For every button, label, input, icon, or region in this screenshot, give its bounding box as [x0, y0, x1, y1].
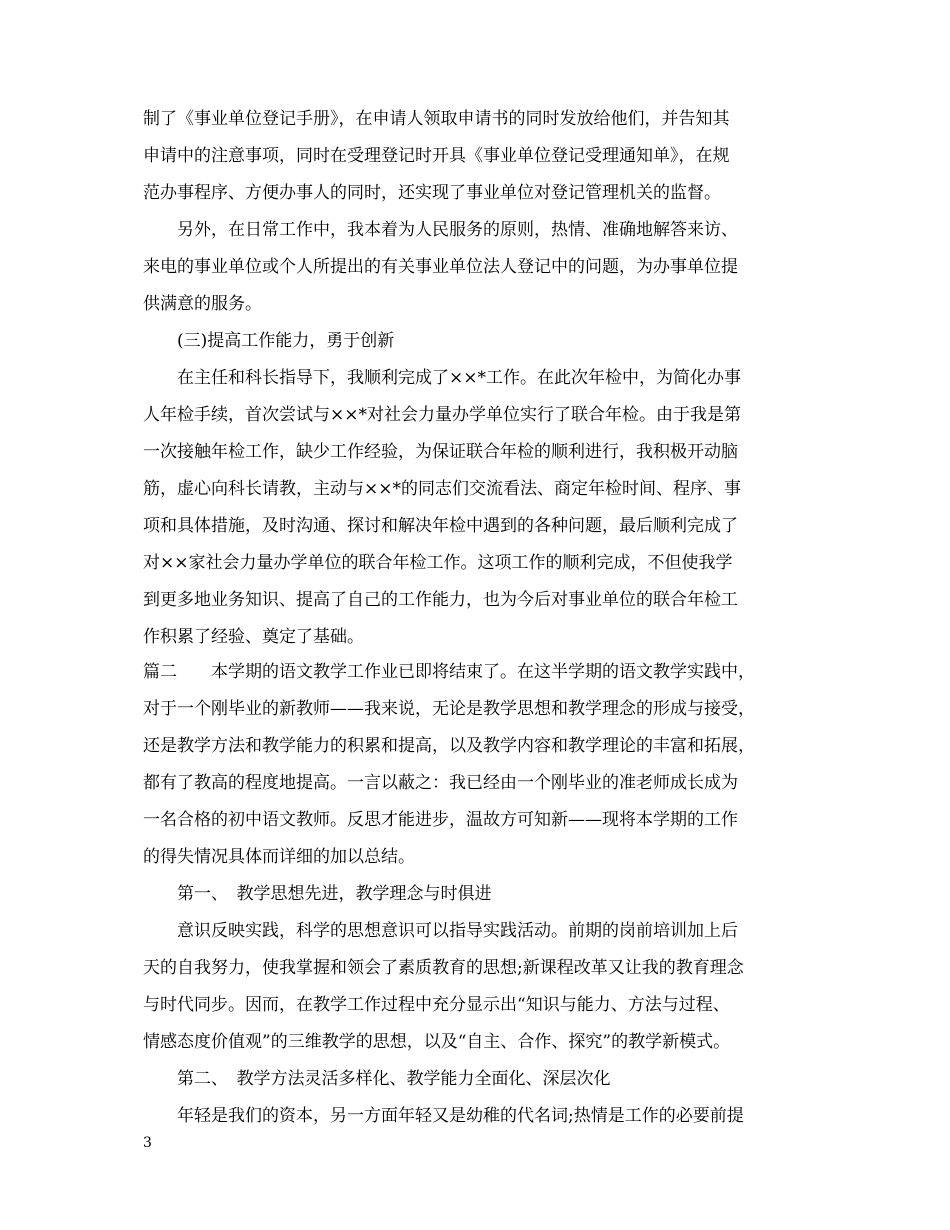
text-line: 对于一个刚毕业的新教师——我来说，无论是教学思想和教学理念的形成与接受，: [143, 699, 755, 719]
text-line: 天的自我努力，使我掌握和领会了素质教育的思想;新课程改革又让我的教育理念: [143, 958, 744, 978]
text-line: 来电的事业单位或个人所提出的有关事业单位法人登记中的问题，为办事单位提: [143, 257, 738, 277]
text-line: 人年检手续，首次尝试与××*对社会力量办学单位实行了联合年检。由于我是第: [143, 405, 741, 425]
text-line: 一次接触年检工作，缺少工作经验，为保证联合年检的顺利进行，我积极开动脑: [143, 442, 738, 462]
text-line: 一名合格的初中语文教师。反思才能进步，温故方可知新——现将本学期的工作: [143, 810, 738, 830]
text-line: 制了《事业单位登记手册》，在申请人领取申请书的同时发放给他们，并告知其: [143, 109, 730, 129]
text-line: 另外，在日常工作中，我本着为人民服务的原则，热情、准确地解答来访、: [177, 220, 738, 240]
text-line: 的得失情况具体而详细的加以总结。: [143, 847, 415, 867]
text-line: 对××家社会力量办学单位的联合年检工作。这项工作的顺利完成，不但使我学: [143, 553, 733, 573]
section-heading: 第二、 教学方法灵活多样化、教学能力全面化、深层次化: [177, 1069, 611, 1089]
text-line: 项和具体措施，及时沟通、探讨和解决年检中遇到的各种问题，最后顺利完成了: [143, 516, 738, 536]
text-line: 申请中的注意事项，同时在受理登记时开具《事业单位登记受理通知单》，在规: [143, 146, 730, 166]
text-line: 到更多地业务知识、提高了自己的工作能力，也为今后对事业单位的联合年检工: [143, 590, 738, 610]
section-heading: (三)提高工作能力，勇于创新: [177, 331, 395, 351]
text-line: 还是教学方法和教学能力的积累和提高，以及教学内容和教学理论的丰富和拓展，: [143, 736, 755, 756]
page-number: 3: [143, 1135, 152, 1151]
text-line: 都有了教高的程度地提高。一言以蔽之：我已经由一个刚毕业的准老师成长成为: [143, 773, 738, 793]
text-line: 与时代同步。因而，在教学工作过程中充分显示出“知识与能力、方法与过程、: [143, 995, 730, 1015]
text-line: 筋，虚心向科长请教，主动与××*的同志们交流看法、商定年检时间、程序、事: [143, 479, 741, 499]
text-line: 篇二 本学期的语文教学工作业已即将结束了。在这半学期的语文教学实践中，: [143, 662, 755, 682]
text-line: 范办事程序、方便办事人的同时，还实现了事业单位对登记管理机关的监督。: [143, 183, 721, 203]
text-line: 年轻是我们的资本，另一方面年轻又是幼稚的代名词;热情是工作的必要前提: [177, 1106, 744, 1126]
text-line: 情感态度价值观”的三维教学的思想，以及“自主、合作、探究”的教学新模式。: [143, 1032, 731, 1052]
text-line: 作积累了经验、奠定了基础。: [143, 627, 364, 647]
section-heading: 第一、 教学思想先进，教学理念与时俱进: [177, 884, 492, 904]
text-line: 在主任和科长指导下，我顺利完成了××*工作。在此次年检中，为简化办事: [177, 368, 741, 388]
text-line: 供满意的服务。: [143, 294, 262, 314]
text-line: 意识反映实践，科学的思想意识可以指导实践活动。前期的岗前培训加上后: [177, 921, 738, 941]
